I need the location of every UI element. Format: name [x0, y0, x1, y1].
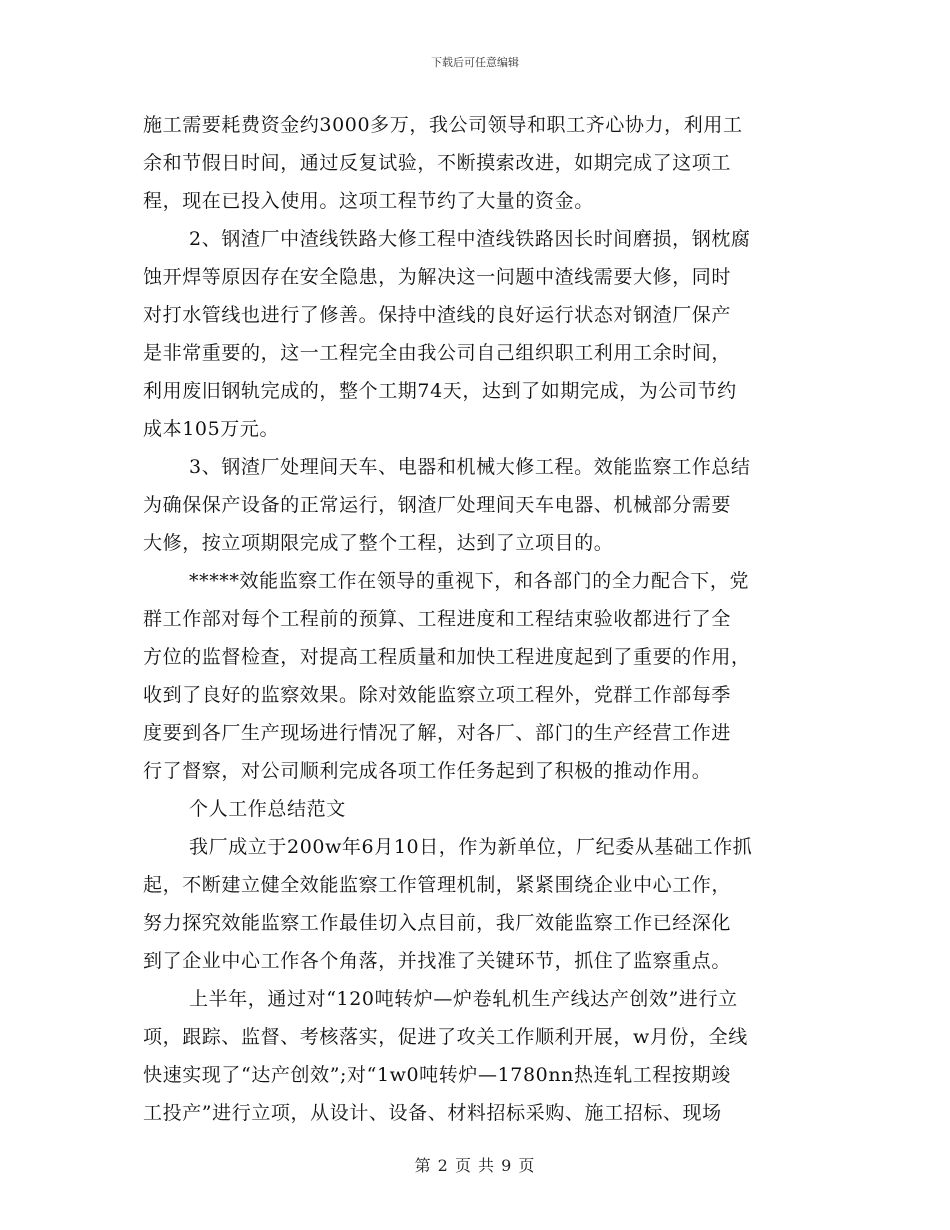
- page-number-footer: 第 2 页 共 9 页: [414, 1156, 536, 1175]
- text-line: 起，不断建立健全效能监察工作管理机制，紧紧围绕企业中心工作，: [143, 874, 732, 896]
- text-line: 成本105万元。: [143, 418, 280, 440]
- text-line: 收到了良好的监察效果。除对效能监察立项工程外，党群工作部每季: [143, 684, 732, 706]
- text-line: 对打水管线也进行了修善。保持中渣线的良好运行状态对钢渣厂保产: [143, 304, 732, 326]
- text-line: 度要到各厂生产现场进行情况了解，对各厂、部门的生产经营工作进: [143, 722, 732, 744]
- text-line: *****效能监察工作在领导的重视下，和各部门的全力配合下，党: [189, 570, 750, 592]
- text-line: 项，跟踪、监督、考核落实，促进了攻关工作顺利开展，w月份，全线: [143, 1026, 748, 1048]
- text-line: 利用废旧钢轨完成的，整个工期74天，达到了如期完成，为公司节约: [143, 380, 737, 402]
- text-line: 大修，按立项期限完成了整个工程，达到了立项目的。: [143, 532, 614, 554]
- header-note: 下载后可任意编辑: [431, 56, 519, 69]
- text-line: 我厂成立于200w年6月10日，作为新单位，厂纪委从基础工作抓: [189, 836, 753, 858]
- text-line: 是非常重要的，这一工程完全由我公司自己组织职工利用工余时间，: [143, 342, 732, 364]
- text-line: 程，现在已投入使用。这项工程节约了大量的资金。: [143, 190, 594, 212]
- text-line: 群工作部对每个工程前的预算、工程进度和工程结束验收都进行了全: [143, 608, 732, 630]
- text-line: 努力探究效能监察工作最佳切入点目前，我厂效能监察工作已经深化: [143, 912, 732, 934]
- text-line: 行了督察，对公司顺利完成各项工作任务起到了积极的推动作用。: [143, 760, 712, 782]
- document-body: [143, 106, 807, 1132]
- text-line: 施工需要耗费资金约3000多万，我公司领导和职工齐心协力，利用工: [143, 114, 743, 136]
- text-line: 3、钢渣厂处理间天车、电器和机械大修工程。效能监察工作总结: [189, 456, 751, 478]
- text-line: 工投产”进行立项，从设计、设备、材料招标采购、施工招标、现场: [143, 1102, 722, 1124]
- text-line: 余和节假日时间，通过反复试验，不断摸索改进，如期完成了这项工: [143, 152, 732, 174]
- text-line: 方位的监督检查，对提高工程质量和加快工程进度起到了重要的作用，: [143, 646, 751, 668]
- text-line: 为确保保产设备的正常运行，钢渣厂处理间天车电器、机械部分需要: [143, 494, 732, 516]
- text-line: 2、钢渣厂中渣线铁路大修工程中渣线铁路因长时间磨损，钢枕腐: [189, 228, 751, 250]
- text-line: 上半年，通过对“120吨转炉—炉卷轧机生产线达产创效”进行立: [189, 988, 738, 1010]
- text-line: 蚀开焊等原因存在安全隐患，为解决这一问题中渣线需要大修，同时: [143, 266, 732, 288]
- text-line: 到了企业中心工作各个角落，并找准了关键环节，抓住了监察重点。: [143, 950, 732, 972]
- section-heading: 个人工作总结范文: [189, 798, 346, 820]
- text-line: 快速实现了“达产创效”;对“1w0吨转炉—1780nn热连轧工程按期竣: [143, 1064, 731, 1086]
